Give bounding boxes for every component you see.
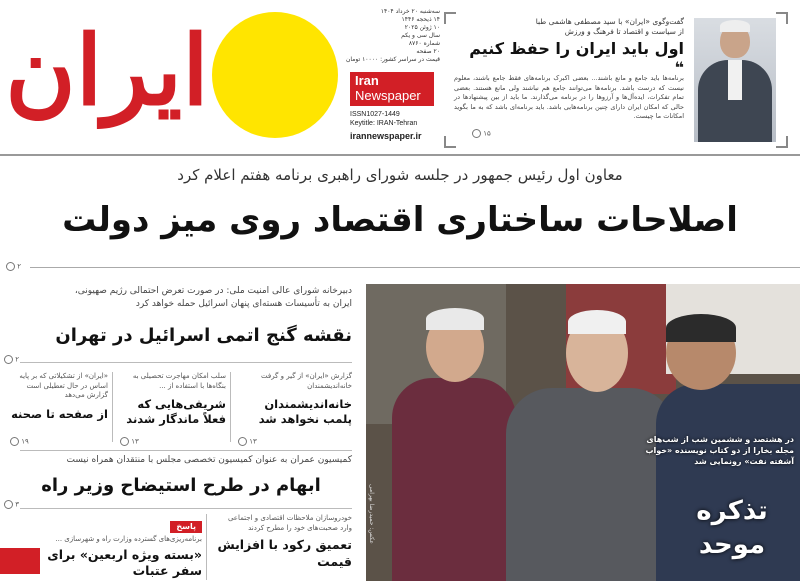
page-ref-icon (472, 129, 481, 138)
interview-body: برنامه‌ها باید جامع و مانع باشند... بعضی اکبرک برنامه‌های فقط جامع باشند، معلوم نیست که درست باشد. برنامه‌ها می‌توانند جامع هم نباشند ولی مانع هستند. بعضی تمام تفکرات، ایده‌آل‌ها و آرزوها را در برنامه می‌گذارند. ما باید از بین پیشنهادها در حالی که امکان ایران دارای چنین برنامه‌هایی باشد. باید برنامه‌ای باشد که به ما بگوید امکانات ما چیست. (454, 74, 684, 121)
bottom-kicker: برنامه‌ریزی‌های گسترده وزارت راه و شهرسازی ... (55, 535, 202, 543)
bottom-kicker: خودروسازان ملاحظات اقتصادی و اجتماعی وارد صحبت‌های خود را مطرح کردند (227, 514, 352, 532)
issue-line: شماره ۸۷۶۰ (408, 40, 440, 47)
bottom-headline[interactable]: «بسته ویژه اربعین» برای سفر عتبات (47, 546, 202, 578)
interview-teaser[interactable] (444, 12, 788, 148)
page-ref-icon (120, 437, 129, 446)
mini-story[interactable] (236, 372, 352, 442)
issue-line: ۱۰ ژوئن ۲۰۲۵ (404, 24, 440, 31)
mini-headline[interactable]: خانه‌اندیشمندان پلمب نخواهد شد (258, 397, 352, 426)
divider (20, 508, 352, 509)
frame-corner (776, 12, 788, 24)
issue-line: ۲۰ صفحه (416, 48, 440, 55)
page-number: ۱۹ (21, 437, 29, 446)
divider (20, 362, 352, 363)
iran-newspaper-badge (350, 72, 434, 106)
issn-block (350, 110, 440, 128)
issn: ISSN1027-1449 (350, 111, 400, 118)
website-link[interactable]: irannewspaper.ir (350, 131, 422, 141)
divider (30, 267, 800, 268)
page-ref[interactable] (6, 262, 21, 271)
page-ref-icon (4, 500, 13, 509)
divider (206, 514, 207, 580)
frame-corner (444, 136, 456, 148)
issue-line: سال سی و یکم (401, 32, 440, 39)
photo-caption: در هشتصد و ششمین شب از شب‌های مجله بخارا از دو کتاب نویسنده «خواب آشفته نفت» رونمایی شد (645, 435, 794, 466)
divider (230, 372, 231, 442)
keytitle: Keytitle: IRAN-Tehran (350, 120, 418, 127)
mini-kicker: گزارش «ایران» از گیر و گرفت خانه‌اندیشمندان (260, 372, 352, 390)
page-ref-icon (10, 437, 19, 446)
issue-line: سه‌شنبه ۲۰ خرداد ۱۴۰۴ (380, 8, 440, 15)
page-ref[interactable] (238, 437, 257, 446)
bottom-story[interactable] (214, 514, 352, 580)
page-ref[interactable] (472, 129, 491, 138)
masthead-divider (0, 154, 800, 156)
page-ref-icon (238, 437, 247, 446)
main-kicker: معاون اول رئیس جمهور در جلسه شورای راهبری برنامه هفتم اعلام کرد (177, 166, 623, 184)
page-ref[interactable] (120, 437, 139, 446)
interview-kicker: گفت‌وگوی «ایران» با سید مصطفی هاشمی طبا از سیاست و اقتصاد تا فرهنگ و ورزش (535, 17, 684, 36)
israel-kicker: دبیرخانه شورای عالی امنیت ملی: در صورت تعرض احتمالی رژیم صهیونی، ایران به تأسیسات هسته‌ای پنهان اسرائیل حمله خواهد کرد (74, 286, 352, 309)
mini-kicker: «ایران» از تشکیلاتی که بر پایه اساس در حال تعطیلی است گزارش می‌دهد (19, 372, 108, 399)
issue-line: ۱۴ ذیحجه ۱۴۴۶ (401, 16, 440, 23)
mini-story[interactable] (8, 372, 108, 442)
bottom-story[interactable] (44, 514, 202, 580)
page-ref[interactable] (10, 437, 29, 446)
quote-icon: ❝ (674, 58, 684, 77)
page-number: ۱۳ (249, 437, 257, 446)
page-ref[interactable] (4, 355, 19, 364)
impeach-headline[interactable]: ابهام در طرح استیضاح وزیر راه (41, 475, 321, 496)
divider (112, 372, 113, 442)
impeach-kicker: کمیسیون عمران به عنوان کمیسیون تخصصی مجلس با منتقدان همراه نیست (66, 455, 352, 465)
mini-story[interactable] (118, 372, 226, 442)
mini-headline[interactable]: از صفحه تا صحنه (11, 406, 108, 421)
section-tag: پاسخ (170, 521, 202, 533)
page-number: ۳ (15, 500, 19, 509)
newspaper-logo[interactable]: ایران (5, 14, 209, 127)
main-headline[interactable]: اصلاحات ساختاری اقتصاد روی میز دولت (62, 200, 738, 240)
page-number: ۲ (17, 262, 21, 271)
mini-kicker: سلب امکان مهاجرت تحصیلی به بنگاه‌ها با استفاده از ... (132, 372, 226, 390)
photo-credit: عکس: حمیدرضا بهرامی (368, 484, 375, 544)
divider (20, 450, 352, 451)
interviewee-photo (694, 18, 776, 142)
page-ref-icon (4, 355, 13, 364)
bottom-ad-logo (0, 548, 40, 574)
price: قیمت در سراسر کشور: ۱۰۰۰۰ تومان (345, 56, 440, 63)
badge-line2: Newspaper (355, 88, 421, 103)
sun-logo-mark (212, 12, 338, 138)
issue-info (344, 8, 440, 72)
page-number: ۲ (15, 355, 19, 364)
interview-title[interactable]: اول باید ایران را حفظ کنیم (469, 39, 684, 58)
photo-headline[interactable]: تذکره موحد (696, 496, 768, 560)
lead-photo[interactable] (366, 284, 800, 581)
page-number: ۱۳ (131, 437, 139, 446)
bottom-headline[interactable]: تعمیق رکود با افزایش قیمت (217, 537, 352, 569)
page-ref-icon (6, 262, 15, 271)
badge-line1: Iran (355, 73, 379, 88)
page-ref[interactable] (4, 500, 19, 509)
mini-headline[interactable]: شریفی‌هایی که فعلاً ماندگار شدند (126, 397, 226, 426)
israel-headline[interactable]: نقشه گنج اتمی اسرائیل در تهران (55, 325, 352, 346)
frame-corner (776, 136, 788, 148)
page-number: ۱۵ (483, 129, 491, 138)
